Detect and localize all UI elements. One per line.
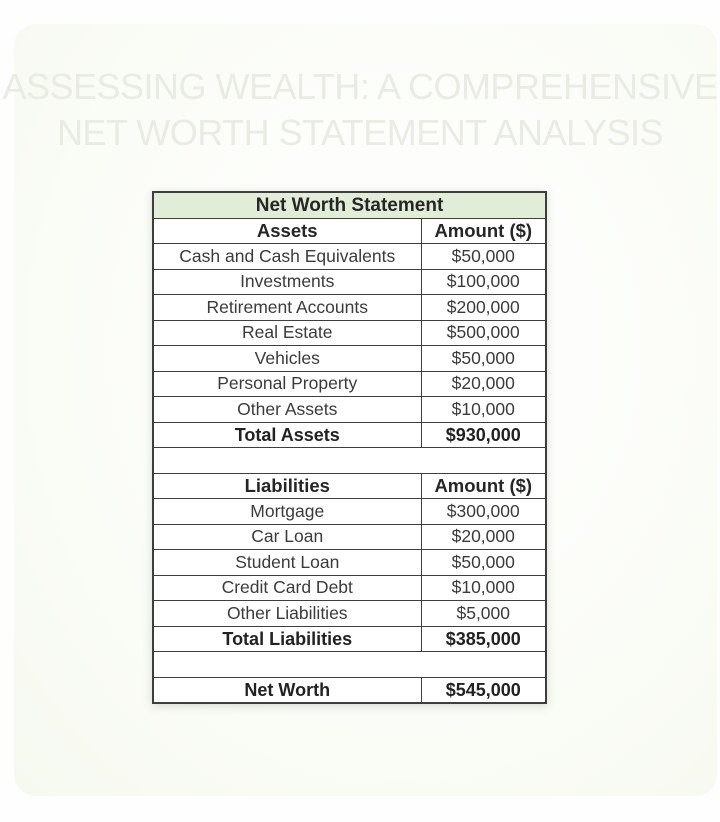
- table-title: Net Worth Statement: [153, 192, 546, 218]
- spacer-row: [153, 652, 546, 678]
- spacer-row: [153, 448, 546, 474]
- row-label-cell: Car Loan: [153, 524, 421, 550]
- row-label-cell: Real Estate: [153, 320, 421, 346]
- table-row: [153, 397, 546, 423]
- net-worth-table: [152, 191, 547, 704]
- table-row: [153, 499, 546, 525]
- total-liabilities-label: Total Liabilities: [153, 626, 421, 652]
- spacer-cell: [153, 448, 546, 474]
- table-row: [153, 295, 546, 321]
- net-worth-label: Net Worth: [153, 677, 421, 703]
- assets-header-amount: Amount ($): [421, 218, 546, 244]
- assets-header-row: [153, 218, 546, 244]
- row-amount-cell: $50,000: [421, 550, 546, 576]
- row-amount-cell: $5,000: [421, 601, 546, 627]
- row-label-cell: Student Loan: [153, 550, 421, 576]
- net-worth-row: [153, 677, 546, 703]
- table-row: [153, 601, 546, 627]
- table-row: [153, 244, 546, 270]
- table-row: [153, 320, 546, 346]
- liabilities-header-amount: Amount ($): [421, 473, 546, 499]
- spacer-cell: [153, 652, 546, 678]
- table-row: [153, 550, 546, 576]
- page-title: [0, 64, 720, 156]
- row-amount-cell: $300,000: [421, 499, 546, 525]
- row-label-cell: Mortgage: [153, 499, 421, 525]
- row-label-cell: Investments: [153, 269, 421, 295]
- row-amount-cell: $50,000: [421, 244, 546, 270]
- row-label-cell: Personal Property: [153, 371, 421, 397]
- row-amount-cell: $50,000: [421, 346, 546, 372]
- row-label-cell: Credit Card Debt: [153, 575, 421, 601]
- assets-header-label: Assets: [153, 218, 421, 244]
- row-amount-cell: $20,000: [421, 524, 546, 550]
- total-liabilities-row: [153, 626, 546, 652]
- table-row: [153, 524, 546, 550]
- total-assets-amount: $930,000: [421, 422, 546, 448]
- row-amount-cell: $10,000: [421, 575, 546, 601]
- row-amount-cell: $200,000: [421, 295, 546, 321]
- total-assets-label: Total Assets: [153, 422, 421, 448]
- row-amount-cell: $500,000: [421, 320, 546, 346]
- liabilities-header-row: [153, 473, 546, 499]
- row-label-cell: Vehicles: [153, 346, 421, 372]
- page-title-line1: ASSESSING WEALTH: A COMPREHENSIVE: [2, 66, 718, 107]
- total-assets-row: [153, 422, 546, 448]
- table-row: [153, 346, 546, 372]
- table-row: [153, 575, 546, 601]
- row-amount-cell: $10,000: [421, 397, 546, 423]
- row-amount-cell: $100,000: [421, 269, 546, 295]
- page-title-line2: NET WORTH STATEMENT ANALYSIS: [56, 112, 664, 153]
- row-label-cell: Cash and Cash Equivalents: [153, 244, 421, 270]
- total-liabilities-amount: $385,000: [421, 626, 546, 652]
- table-title-row: [153, 192, 546, 218]
- net-worth-amount: $545,000: [421, 677, 546, 703]
- table-row: [153, 269, 546, 295]
- row-amount-cell: $20,000: [421, 371, 546, 397]
- table-row: [153, 371, 546, 397]
- row-label-cell: Other Liabilities: [153, 601, 421, 627]
- liabilities-header-label: Liabilities: [153, 473, 421, 499]
- row-label-cell: Retirement Accounts: [153, 295, 421, 321]
- row-label-cell: Other Assets: [153, 397, 421, 423]
